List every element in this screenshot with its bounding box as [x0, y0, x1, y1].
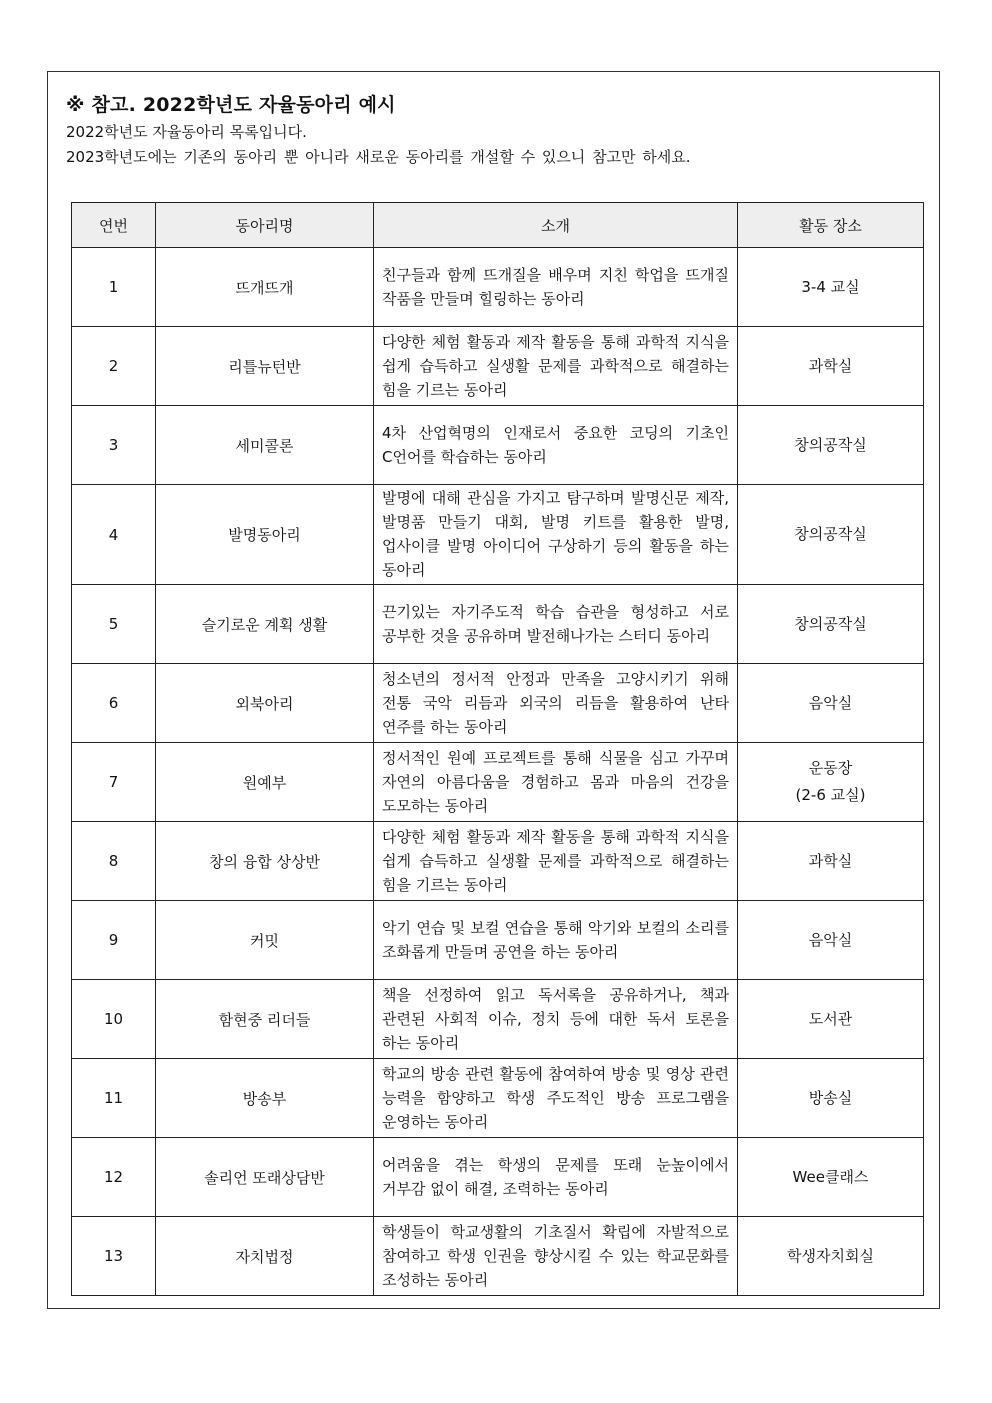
table-row	[72, 327, 924, 406]
club-description: 다양한 체험 활동과 제작 활동을 통해 과학적 지식을 쉽게 습득하고 실생활 문제를 과학적으로 해결하는 힘을 기르는 동아리	[374, 327, 738, 406]
club-name: 발명동아리	[156, 485, 374, 585]
table-row	[72, 1059, 924, 1138]
club-name: 외북아리	[156, 664, 374, 743]
club-description: 정서적인 원예 프로젝트를 통해 식물을 심고 가꾸며 자연의 아름다움을 경험하고 몸과 마음의 건강을 도모하는 동아리	[374, 743, 738, 822]
club-place-subtext: (2-6 교실)	[795, 786, 866, 804]
column-header-description: 소개	[374, 203, 738, 248]
club-place	[738, 743, 924, 822]
club-description: 발명에 대해 관심을 가지고 탐구하며 발명신문 제작, 발명품 만들기 대회, 발명 키트를 활용한 발명, 업사이클 발명 아이디어 구상하기 등의 활동을 하는 동아리	[374, 485, 738, 585]
table-header-row	[72, 203, 924, 248]
club-number: 3	[72, 406, 156, 485]
club-name: 솔리언 또래상담반	[156, 1138, 374, 1217]
table-row	[72, 248, 924, 327]
club-number: 10	[72, 980, 156, 1059]
table-row	[72, 585, 924, 664]
table-row	[72, 1138, 924, 1217]
club-place-text: 음악실	[808, 930, 853, 949]
club-place	[738, 980, 924, 1059]
club-place	[738, 1138, 924, 1217]
club-name: 함현중 리더들	[156, 980, 374, 1059]
table-row	[72, 406, 924, 485]
club-number: 11	[72, 1059, 156, 1138]
notice-box	[47, 71, 940, 1309]
club-place-text: Wee클래스	[792, 1167, 869, 1186]
club-description: 4차 산업혁명의 인재로서 중요한 코딩의 기초인 C언어를 학습하는 동아리	[374, 406, 738, 485]
club-place-text: 창의공작실	[794, 435, 867, 454]
club-description: 끈기있는 자기주도적 학습 습관을 형성하고 서로 공부한 것을 공유하며 발전해나가는 스터디 동아리	[374, 585, 738, 664]
club-place	[738, 485, 924, 585]
club-number: 13	[72, 1217, 156, 1296]
club-place-text: 운동장	[808, 759, 853, 777]
club-place-text: 음악실	[808, 693, 853, 712]
club-place	[738, 664, 924, 743]
intro-line-2: 2023학년도에는 기존의 동아리 뿐 아니라 새로운 동아리를 개설할 수 있으니 참고만 하세요.	[66, 148, 691, 166]
club-place	[738, 901, 924, 980]
club-number: 12	[72, 1138, 156, 1217]
club-name: 창의 융합 상상반	[156, 822, 374, 901]
club-number: 6	[72, 664, 156, 743]
column-header-number: 연번	[72, 203, 156, 248]
club-name: 슬기로운 계획 생활	[156, 585, 374, 664]
club-name: 세미콜론	[156, 406, 374, 485]
club-place-text: 방송실	[808, 1088, 853, 1107]
club-place-text: 창의공작실	[794, 525, 867, 543]
page-title: ※ 참고. 2022학년도 자율동아리 예시	[66, 94, 396, 116]
club-description: 친구들과 함께 뜨개질을 배우며 지친 학업을 뜨개질 작품을 만들며 힐링하는 동아리	[374, 248, 738, 327]
club-description: 악기 연습 및 보컬 연습을 통해 악기와 보컬의 소리를 조화롭게 만들며 공연을 하는 동아리	[374, 901, 738, 980]
club-number: 7	[72, 743, 156, 822]
club-name: 커밋	[156, 901, 374, 980]
club-description: 어려움을 겪는 학생의 문제를 또래 눈높이에서 거부감 없이 해결, 조력하는 동아리	[374, 1138, 738, 1217]
club-description: 청소년의 정서적 안정과 만족을 고양시키기 위해 전통 국악 리듬과 외국의 리듬을 활용하여 난타 연주를 하는 동아리	[374, 664, 738, 743]
club-place	[738, 248, 924, 327]
club-place	[738, 327, 924, 406]
club-number: 8	[72, 822, 156, 901]
club-name: 방송부	[156, 1059, 374, 1138]
club-number: 5	[72, 585, 156, 664]
column-header-place: 활동 장소	[738, 203, 924, 248]
club-name: 원예부	[156, 743, 374, 822]
club-place-text: 과학실	[808, 356, 853, 375]
club-place-text: 학생자치회실	[787, 1246, 874, 1265]
table-row	[72, 1217, 924, 1296]
club-number: 2	[72, 327, 156, 406]
club-place	[738, 822, 924, 901]
club-number: 1	[72, 248, 156, 327]
club-place	[738, 585, 924, 664]
club-number: 4	[72, 485, 156, 585]
table-row	[72, 901, 924, 980]
club-place	[738, 406, 924, 485]
club-place-text: 3-4 교실	[801, 277, 860, 296]
club-table	[71, 202, 924, 1296]
club-place	[738, 1059, 924, 1138]
club-place-text: 창의공작실	[794, 614, 867, 633]
table-row	[72, 980, 924, 1059]
club-description: 책을 선정하여 읽고 독서록을 공유하거나, 책과 관련된 사회적 이슈, 정치 등에 대한 독서 토론을 하는 동아리	[374, 980, 738, 1059]
club-description: 학생들이 학교생활의 기초질서 확립에 자발적으로 참여하고 학생 인권을 향상시킬 수 있는 학교문화를 조성하는 동아리	[374, 1217, 738, 1296]
club-number: 9	[72, 901, 156, 980]
club-place	[738, 1217, 924, 1296]
column-header-name: 동아리명	[156, 203, 374, 248]
table-row	[72, 485, 924, 585]
club-place-text: 도서관	[808, 1009, 853, 1028]
club-name: 리틀뉴턴반	[156, 327, 374, 406]
table-row	[72, 664, 924, 743]
club-name: 뜨개뜨개	[156, 248, 374, 327]
table-row	[72, 743, 924, 822]
club-description: 다양한 체험 활동과 제작 활동을 통해 과학적 지식을 쉽게 습득하고 실생활 문제를 과학적으로 해결하는 힘을 기르는 동아리	[374, 822, 738, 901]
intro-line-1: 2022학년도 자율동아리 목록입니다.	[66, 123, 307, 141]
table-row	[72, 822, 924, 901]
club-place-text: 과학실	[808, 851, 853, 870]
club-description: 학교의 방송 관련 활동에 참여하여 방송 및 영상 관련 능력을 함양하고 학생 주도적인 방송 프로그램을 운영하는 동아리	[374, 1059, 738, 1138]
club-name: 자치법정	[156, 1217, 374, 1296]
